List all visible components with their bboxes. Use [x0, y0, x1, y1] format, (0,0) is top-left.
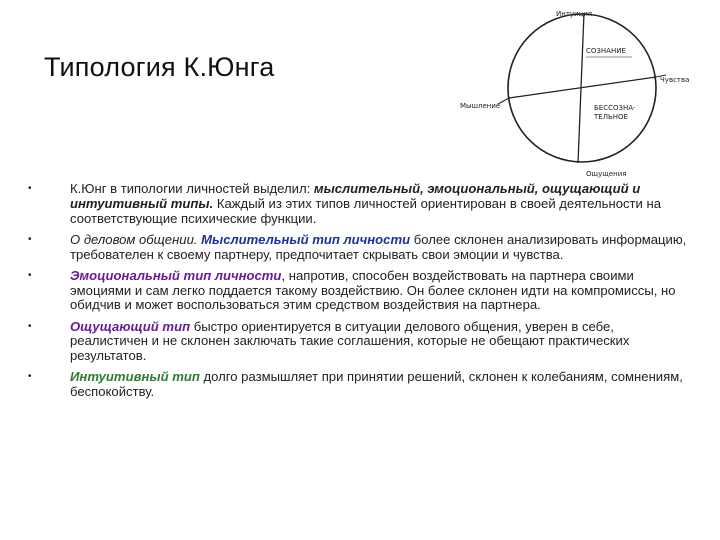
bullet-list — [28, 182, 688, 406]
b1-types: мыслительный, эмоциональный, ощущающий и интуитивный типы. — [70, 181, 641, 211]
bullet-item — [28, 233, 688, 263]
b1-text: К.Юнг в типологии личностей выделил: — [70, 181, 314, 196]
horizontal-axis — [509, 77, 656, 98]
b2-intro: О деловом общении. — [70, 231, 202, 247]
bullet-marker: • — [28, 371, 32, 383]
bullet-marker: • — [28, 233, 32, 245]
b5-rest: долго размышляет при принятии решений, склонен к колебаниям, сомнениям, беспокойству. — [70, 369, 683, 400]
b2-rest: более склонен анализировать информацию, требователен к своему партнеру, предпочитает скрывать свои эмоции и чувства. — [70, 231, 687, 262]
bullet-item — [28, 269, 688, 313]
slide-title: Типология К.Юнга — [44, 52, 275, 82]
bullet-marker: • — [28, 269, 32, 281]
bullet-marker: • — [28, 183, 32, 194]
b4-rest: быстро ориентируется в ситуации делового общения, уверен в себе, реалистичен и не склонен заключать такие соглашения, которые не обещают практических результатов. — [70, 318, 630, 364]
bullet-item — [28, 320, 688, 364]
label-intuition: Интуиция — [556, 10, 593, 18]
b2-type: Мыслительный тип личности — [201, 231, 411, 247]
bullet-marker: • — [28, 320, 32, 332]
label-unconscious-2: ТЕЛЬНОЕ — [594, 113, 628, 121]
bullet-item — [28, 182, 688, 226]
b3-type: Эмоциональный тип личности — [70, 267, 282, 283]
b4-type: Ощущающий тип — [70, 318, 191, 334]
label-sensation: Ощущения — [586, 170, 627, 178]
label-thinking: Мышление — [460, 102, 501, 110]
b3-rest: , напротив, способен воздействовать на партнера своими эмоциями и сам легко поддается такому воздействию. Он более склонен идти на компромиссы, но обидчив и может воспользоваться этим средством воздействия на партнера. — [70, 267, 676, 313]
label-feeling: Чувства — [660, 76, 690, 84]
bullet-item — [28, 370, 688, 400]
label-unconscious-1: БЕССОЗНА- — [594, 104, 636, 112]
b5-type: Интуитивный тип — [70, 369, 200, 385]
label-consciousness: СОЗНАНИЕ — [586, 47, 626, 55]
b1-rest: Каждый из этих типов личностей ориентирован в своей деятельности на соответствующие психические функции. — [70, 195, 661, 226]
